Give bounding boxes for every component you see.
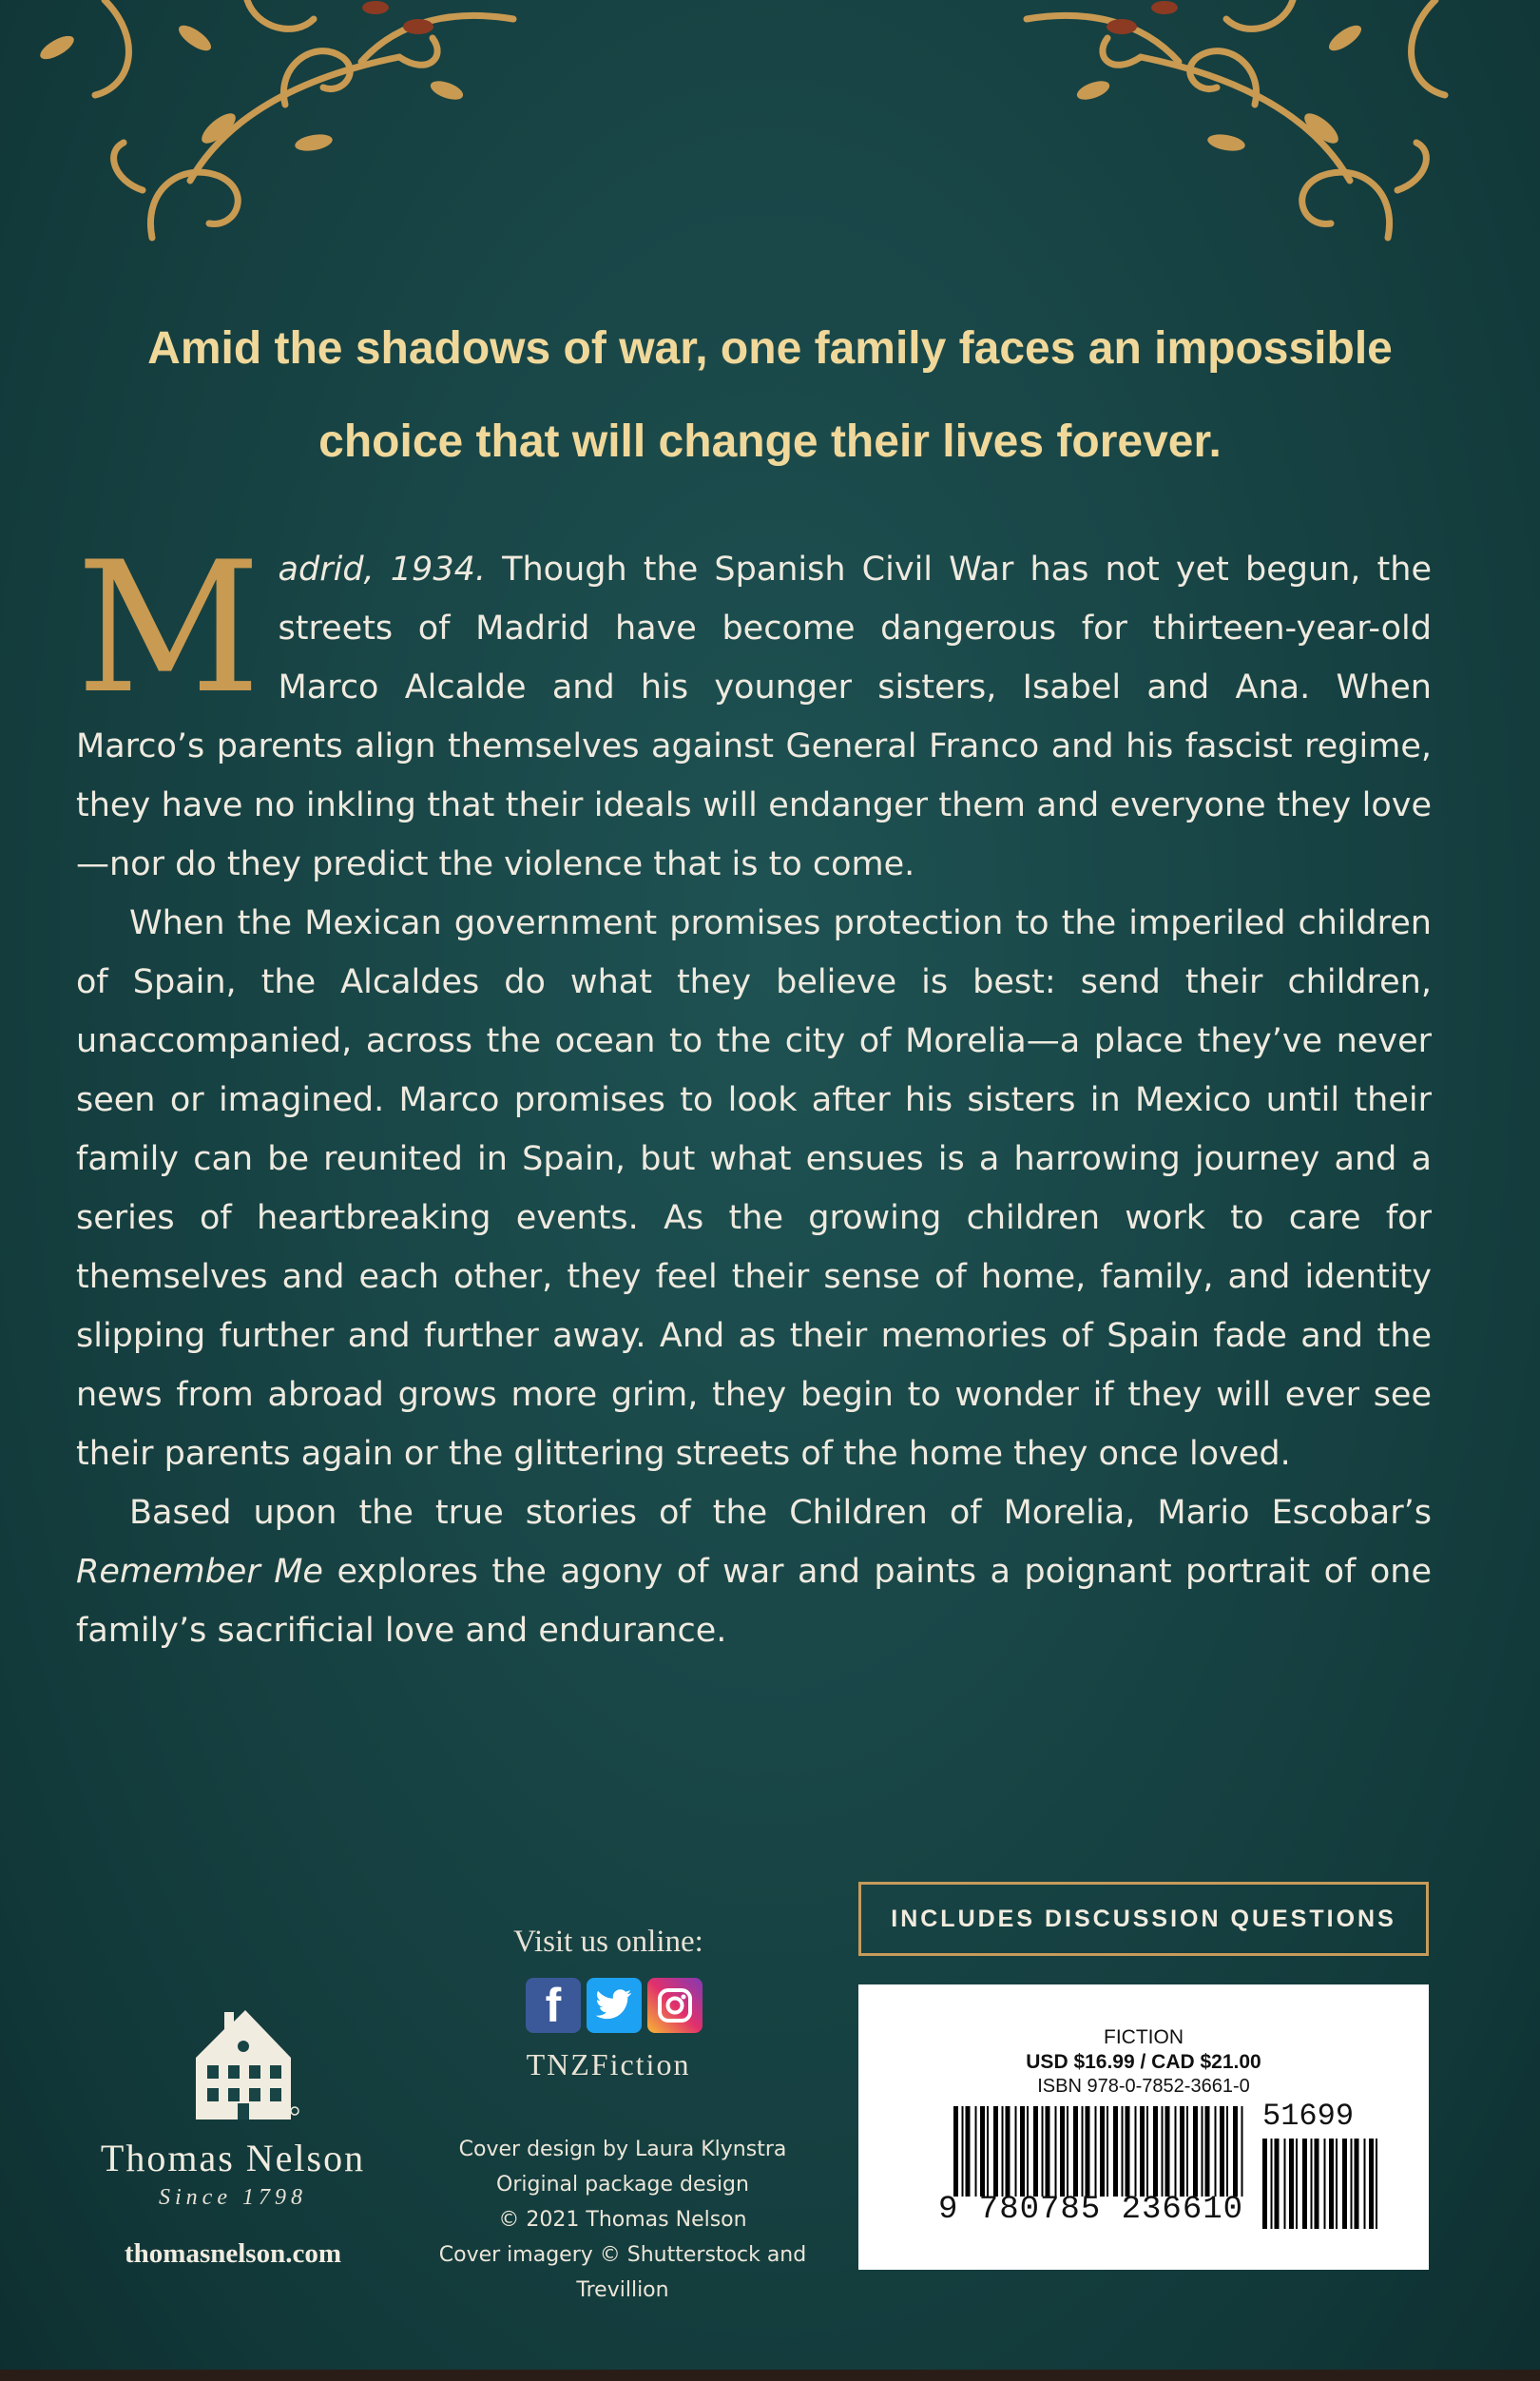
barcode-category: FICTION (1104, 2026, 1184, 2048)
flourish-icon (0, 0, 532, 257)
credit-line-3: © 2021 Thomas Nelson (498, 2208, 747, 2232)
barcode-addon-icon (1262, 2139, 1386, 2229)
instagram-icon[interactable] (647, 1978, 703, 2033)
facebook-icon[interactable]: f (526, 1978, 581, 2033)
blurb-paragraph-3 (76, 1483, 1432, 1660)
flourish-icon (1008, 0, 1540, 257)
credit-line-2: Original package design (496, 2173, 749, 2197)
social-handle[interactable]: TNZFiction (526, 2047, 691, 2081)
twitter-icon[interactable] (587, 1978, 642, 2033)
house-logo-icon (186, 2001, 300, 2124)
tagline (0, 302, 1540, 489)
barcode-isbn: ISBN 978-0-7852-3661-0 (1037, 2076, 1250, 2097)
social-icons (526, 1978, 703, 2033)
tagline-line-2: choice that will change their lives forever. (318, 416, 1222, 467)
publisher-since: Since 1798 (159, 2185, 307, 2210)
social-label: Visit us online: (513, 1925, 703, 1959)
barcode-digits: 9 780785 236610 (938, 2192, 1244, 2228)
blurb-paragraph-1 (76, 523, 1432, 894)
blurb-p3-before: Based upon the true stories of the Children of Morelia, Mario Escobar’s (129, 1494, 1432, 1532)
blurb-p3-after: explores the agony of war and paints a poignant portrait of one family’s sacrificial love and endurance. (76, 1553, 1432, 1650)
barcode-panel (858, 1984, 1429, 2270)
barcode-price: USD $16.99 / CAD $21.00 (1026, 2051, 1261, 2073)
blurb-paragraph-2: When the Mexican government promises protection to the imperiled children of Spain, the Alcaldes do what they believe is best: send their children, unaccompanied, across the ocean to the city of Morelia—a place they’ve never seen or imagined. Marco promises to look after his sisters in Mexico until their family can be reunited in Spain, but what ensues is a harrowing journey and a series of heartbreaking events. As the growing children work to care for themselves and each other, they feel their sense of home, family, and identity slipping further and further away. And as their memories of Spain fade and the news from abroad grows more grim, they begin to wonder if they will ever see their parents again or the glittering streets of the home they once loved. (76, 904, 1432, 1473)
publisher-name: Thomas Nelson (100, 2137, 366, 2179)
discussion-questions-badge: INCLUDES DISCUSSION QUESTIONS (858, 1882, 1429, 1956)
blurb-paragraph-1-text: Though the Spanish Civil War has not yet begun, the streets of Madrid have become dangerous for thirteen-year-old Marco Alcalde and his younger sisters, Isabel and Ana. When Marco’s parents align themselves against General Franco and his fascist regime, they have no inkling that their ideals will endanger them and everyone they love—nor do they predict the violence that is to come. (76, 551, 1432, 883)
blurb-place-date: adrid, 1934. (278, 551, 486, 589)
drop-cap: M (76, 523, 261, 733)
bottom-edge (0, 2370, 1540, 2381)
publisher-website-link[interactable]: thomasnelson.com (125, 2238, 341, 2269)
barcode-icon (953, 2106, 1248, 2197)
barcode-addon-digits: 51699 (1262, 2099, 1355, 2134)
book-blurb (76, 523, 1432, 1660)
tagline-line-1: Amid the shadows of war, one family faces an impossible (147, 323, 1393, 374)
cover-credits (390, 2132, 856, 2308)
credit-line-1: Cover design by Laura Klynstra (458, 2138, 787, 2161)
credit-line-4: Cover imagery © Shutterstock and Trevillion (438, 2243, 807, 2302)
book-title: Remember Me (76, 1553, 323, 1591)
